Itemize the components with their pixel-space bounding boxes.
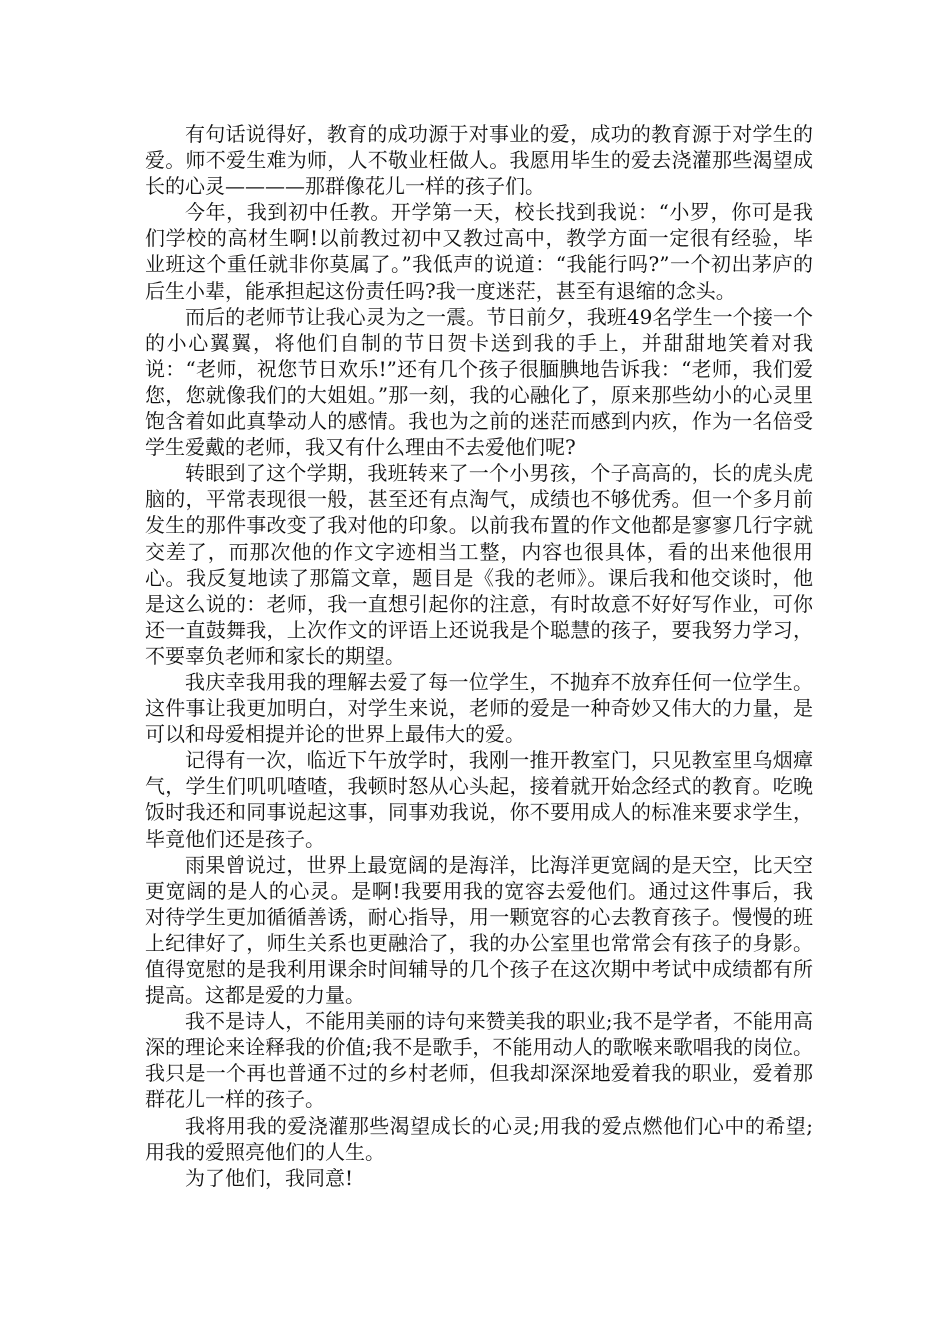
paragraph-4: 转眼到了这个学期，我班转来了一个小男孩，个子高高的，长的虎头虎脑的，平常表现很一般，甚至还有点淘气，成绩也不够优秀。但一个多月前发生的那件事改变了我对他的印象。以前我布置的作文他都是寥寥几行字就交差了，而那次他的作文字迹相当工整，内容也很具体，看的出来他很用心。我反复地读了那篇文章，题目是《我的老师》。课后我和他交谈时，他是这么说的：老师，我一直想引起你的注意，有时故意不好好写作业，可你还一直鼓舞我，上次作文的评语上还说我是个聪慧的孩子，要我努力学习，不要辜负老师和家长的期望。 — [145, 461, 813, 668]
paragraph-3: 而后的老师节让我心灵为之一震。节日前夕，我班49名学生一个接一个的小心翼翼，将他们自制的节日贺卡送到我的手上，并甜甜地笑着对我说：“老师，祝您节日欢乐!”还有几个孩子很腼腆地告诉我：“老师，我们爱您，您就像我们的大姐姐。”那一刻，我的心融化了，原来那些幼小的心灵里饱含着如此真挚动人的感情。我也为之前的迷茫而感到内疚，作为一名倍受学生爱戴的老师，我又有什么理由不去爱他们呢? — [145, 304, 813, 460]
paragraph-6: 记得有一次，临近下午放学时，我刚一推开教室门，只见教室里乌烟瘴气，学生们叽叽喳喳，我顿时怒从心头起，接着就开始念经式的教育。吃晚饭时我还和同事说起这事，同事劝我说，你不要用成人的标准来要求学生，毕竟他们还是孩子。 — [145, 748, 813, 851]
essay-body — [145, 121, 813, 1191]
paragraph-9: 我将用我的爱浇灌那些渴望成长的心灵;用我的爱点燃他们心中的希望;用我的爱照亮他们的人生。 — [145, 1113, 813, 1164]
paragraph-5: 我庆幸我用我的理解去爱了每一位学生，不抛弃不放弃任何一位学生。这件事让我更加明白，对学生来说，老师的爱是一种奇妙又伟大的力量，是可以和母爱相提并论的世界上最伟大的爱。 — [145, 669, 813, 747]
paragraph-8: 我不是诗人，不能用美丽的诗句来赞美我的职业;我不是学者，不能用高深的理论来诠释我的价值;我不是歌手，不能用动人的歌喉来歌唱我的岗位。我只是一个再也普通不过的乡村老师，但我却深深地爱着我的职业，爱着那群花儿一样的孩子。 — [145, 1009, 813, 1112]
paragraph-2: 今年，我到初中任教。开学第一天，校长找到我说：“小罗，你可是我们学校的高材生啊!以前教过初中又教过高中，教学方面一定很有经验，毕业班这个重任就非你莫属了。”我低声的说道：“我能行吗?”一个初出茅庐的后生小辈，能承担起这份责任吗?我一度迷茫，甚至有退缩的念头。 — [145, 200, 813, 303]
paragraph-7: 雨果曾说过，世界上最宽阔的是海洋，比海洋更宽阔的是天空，比天空更宽阔的是人的心灵。是啊!我要用我的宽容去爱他们。通过这件事后，我对待学生更加循循善诱，耐心指导，用一颗宽容的心去教育孩子。慢慢的班上纪律好了，师生关系也更融洽了，我的办公室里也常常会有孩子的身影。值得宽慰的是我利用课余时间辅导的几个孩子在这次期中考试中成绩都有所提高。这都是爱的力量。 — [145, 852, 813, 1008]
paragraph-10: 为了他们，我同意! — [185, 1165, 354, 1190]
paragraph-1: 有句话说得好，教育的成功源于对事业的爱，成功的教育源于对学生的爱。师不爱生难为师，人不敬业枉做人。我愿用毕生的爱去浇灌那些渴望成长的心灵————那群像花儿一样的孩子们。 — [145, 122, 813, 199]
